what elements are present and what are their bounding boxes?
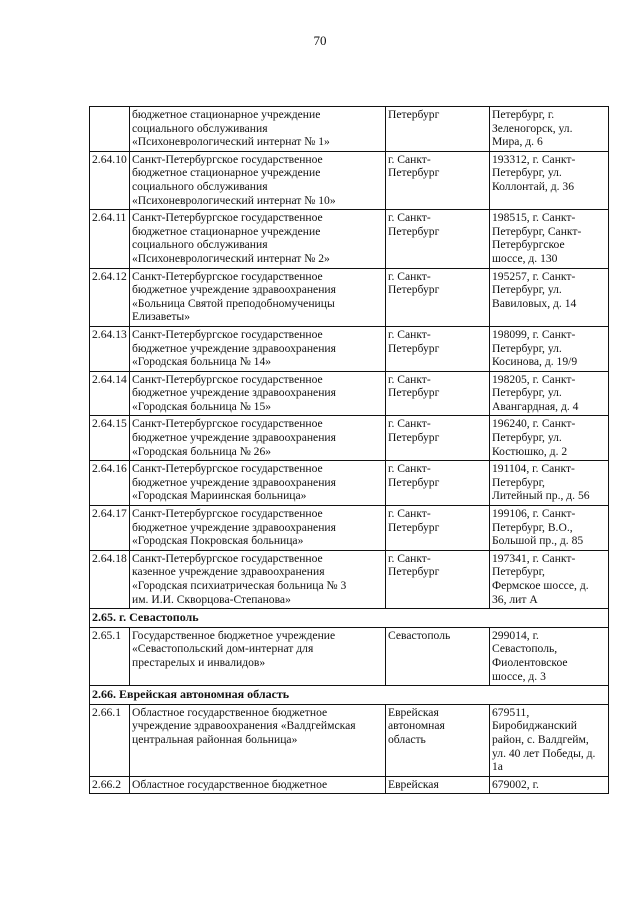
address-line: Коллонтай, д. 36: [492, 179, 575, 193]
address-line: 36, лит А: [492, 592, 538, 606]
address-line: Авангардная, д. 4: [492, 399, 579, 413]
address-line: 197341, г. Санкт-: [492, 551, 576, 565]
address-line: Литейный пр., д. 56: [492, 489, 590, 503]
address: [490, 461, 609, 506]
institution-name-line: «Городская больница № 26»: [132, 444, 272, 458]
row-number: 2.64.15: [90, 416, 130, 461]
institution-name: [130, 268, 386, 326]
address-line: 199106, г. Санкт-: [492, 507, 576, 521]
address: [490, 107, 609, 152]
location: [386, 776, 490, 794]
address-line: Петербург, г.: [492, 108, 555, 121]
address-line: шоссе, д. 130: [492, 251, 558, 265]
table-row: [90, 371, 609, 416]
institution-name-line: бюджетное учреждение здравоохранения: [132, 341, 336, 355]
address-line: Петербург,: [492, 565, 545, 579]
institution-name-line: «Психоневрологический интернат № 2»: [132, 251, 330, 265]
address-line: Вавиловых, д. 14: [492, 296, 577, 310]
location-line: г. Санкт-: [388, 152, 431, 166]
address-line: Фермское шоссе, д.: [492, 579, 589, 592]
location: [386, 627, 490, 685]
table-row: [90, 416, 609, 461]
address-line: Петербург, Санкт-: [492, 224, 582, 238]
institution-name-line: бюджетное учреждение здравоохранения: [132, 431, 336, 445]
institution-name: [130, 776, 386, 794]
institution-name-line: Санкт-Петербургское государственное: [132, 152, 323, 166]
location-line: автономная: [388, 719, 445, 733]
table-row: [90, 627, 609, 685]
row-number: 2.65.1: [90, 627, 130, 685]
location-line: Петербург: [388, 386, 440, 400]
location-line: г. Санкт-: [388, 211, 431, 225]
institution-name-line: Санкт-Петербургское государственное: [132, 327, 323, 341]
institution-name-line: Санкт-Петербургское государственное: [132, 551, 323, 565]
table-row: [90, 151, 609, 209]
location: [386, 506, 490, 551]
address-line: ул. 40 лет Победы, д.: [492, 746, 596, 760]
institution-name-line: Санкт-Петербургское государственное: [132, 372, 323, 386]
row-number: 2.64.12: [90, 268, 130, 326]
address: [490, 371, 609, 416]
table-row: [90, 268, 609, 326]
location: [386, 151, 490, 209]
institution-name-line: социального обслуживания: [132, 179, 268, 193]
section-heading: 2.66. Еврейская автономная область: [90, 686, 609, 705]
location-line: Еврейская: [388, 777, 439, 791]
table-row: [90, 776, 609, 794]
institution-name-line: бюджетное стационарное учреждение: [132, 166, 321, 180]
section-heading-row: [90, 609, 609, 628]
address-line: 679002, г.: [492, 777, 539, 791]
institution-name-line: казенное учреждение здравоохранения: [132, 565, 325, 579]
row-number: 2.64.10: [90, 151, 130, 209]
institution-name-line: престарелых и инвалидов»: [132, 655, 266, 669]
row-number: [90, 107, 130, 152]
location: [386, 326, 490, 371]
institution-name: [130, 550, 386, 608]
institution-name-line: Областное государственное бюджетное: [132, 705, 328, 719]
institution-name-line: «Городская Покровская больница»: [132, 534, 304, 548]
table-row: [90, 210, 609, 268]
location-line: г. Санкт-: [388, 417, 431, 431]
address-line: Большой пр., д. 85: [492, 534, 584, 548]
institution-name: [130, 107, 386, 152]
institution-name-line: бюджетное стационарное учреждение: [132, 224, 321, 238]
institution-name-line: Санкт-Петербургское государственное: [132, 507, 323, 521]
location: [386, 704, 490, 776]
address: [490, 506, 609, 551]
institution-name-line: «Городская больница № 14»: [132, 355, 272, 369]
row-number: 2.66.1: [90, 704, 130, 776]
institution-name-line: бюджетное учреждение здравоохранения: [132, 283, 336, 297]
table-row: [90, 107, 609, 152]
section-heading-row: [90, 686, 609, 705]
institution-name-line: социального обслуживания: [132, 238, 268, 252]
address-line: шоссе, д. 3: [492, 669, 546, 683]
institution-name: [130, 151, 386, 209]
institution-name-line: бюджетное учреждение здравоохранения: [132, 475, 336, 489]
institution-name-line: учреждение здравоохранения «Валдгеймская: [132, 719, 356, 733]
table-row: [90, 704, 609, 776]
location-line: Петербург: [388, 108, 440, 121]
institution-name: [130, 416, 386, 461]
address: [490, 268, 609, 326]
address-line: 198515, г. Санкт-: [492, 211, 576, 225]
institution-name-line: «Городская психиатрическая больница № 3: [132, 579, 347, 592]
location-line: Петербург: [388, 475, 440, 489]
institution-name-line: социального обслуживания: [132, 121, 268, 135]
location-line: Еврейская: [388, 705, 439, 719]
address-line: 198205, г. Санкт-: [492, 372, 576, 386]
address-line: 195257, г. Санкт-: [492, 269, 576, 283]
location-line: Петербург: [388, 166, 440, 180]
institution-name-line: «Больница Святой преподобномученицы: [132, 296, 335, 310]
address-line: Петербургское: [492, 238, 565, 252]
address-line: 191104, г. Санкт-: [492, 462, 575, 476]
institutions-table: [89, 106, 609, 794]
location-line: г. Санкт-: [388, 462, 431, 476]
institution-name-line: Елизаветы»: [132, 310, 191, 324]
address-line: 198099, г. Санкт-: [492, 327, 576, 341]
institution-name-line: «Городская Мариинская больница»: [132, 489, 307, 503]
address-line: Косинова, д. 19/9: [492, 355, 578, 369]
location-line: Севастополь: [388, 628, 451, 642]
institution-name-line: Санкт-Петербургское государственное: [132, 211, 323, 225]
location-line: Петербург: [388, 224, 440, 238]
address-line: Фиолентовское: [492, 655, 568, 669]
address: [490, 326, 609, 371]
address-line: 196240, г. Санкт-: [492, 417, 576, 431]
location: [386, 461, 490, 506]
location-line: г. Санкт-: [388, 327, 431, 341]
section-heading: 2.65. г. Севастополь: [90, 609, 609, 628]
location: [386, 210, 490, 268]
institution-name: [130, 704, 386, 776]
address: [490, 210, 609, 268]
address-line: 1а: [492, 760, 503, 774]
table-row: [90, 326, 609, 371]
address-line: Петербург, ул.: [492, 431, 562, 445]
address: [490, 416, 609, 461]
institution-name-line: Санкт-Петербургское государственное: [132, 417, 323, 431]
institution-name-line: бюджетное стационарное учреждение: [132, 108, 321, 121]
page-number: 70: [313, 33, 327, 48]
address-line: Биробиджанский: [492, 719, 578, 733]
location-line: область: [388, 732, 426, 746]
address-line: Севастополь,: [492, 642, 558, 656]
address-line: Зеленогорск, ул.: [492, 121, 573, 135]
address-line: Петербург, ул.: [492, 386, 562, 400]
institution-name: [130, 506, 386, 551]
row-number: 2.64.17: [90, 506, 130, 551]
address-line: Мира, д. 6: [492, 135, 543, 149]
address: [490, 151, 609, 209]
institution-name: [130, 371, 386, 416]
location: [386, 371, 490, 416]
institution-name: [130, 210, 386, 268]
row-number: 2.64.18: [90, 550, 130, 608]
institution-name-line: Государственное бюджетное учреждение: [132, 628, 336, 642]
institution-name: [130, 326, 386, 371]
institution-name-line: «Психоневрологический интернат № 1»: [132, 135, 330, 149]
address: [490, 704, 609, 776]
institution-name-line: им. И.И. Скворцова-Степанова»: [132, 592, 291, 606]
institution-name-line: бюджетное учреждение здравоохранения: [132, 520, 336, 534]
institution-name-line: бюджетное учреждение здравоохранения: [132, 386, 336, 400]
institution-name: [130, 461, 386, 506]
address-line: Петербург, ул.: [492, 341, 562, 355]
address-line: Петербург,: [492, 475, 545, 489]
location-line: Петербург: [388, 283, 440, 297]
location: [386, 268, 490, 326]
address-line: 679511,: [492, 705, 530, 719]
institution-name-line: Областное государственное бюджетное: [132, 777, 328, 791]
location-line: Петербург: [388, 520, 440, 534]
institution-name-line: центральная районная больница»: [132, 732, 298, 746]
address: [490, 776, 609, 794]
institution-name-line: «Севастопольский дом-интернат для: [132, 642, 314, 656]
address: [490, 627, 609, 685]
institution-name: [130, 627, 386, 685]
row-number: 2.64.14: [90, 371, 130, 416]
address-line: Петербург, В.О.,: [492, 520, 573, 534]
address-line: Петербург, ул.: [492, 283, 562, 297]
institution-name-line: «Психоневрологический интернат № 10»: [132, 193, 336, 207]
address-line: район, с. Валдгейм,: [492, 732, 589, 746]
address: [490, 550, 609, 608]
row-number: 2.66.2: [90, 776, 130, 794]
row-number: 2.64.16: [90, 461, 130, 506]
table-row: [90, 461, 609, 506]
location-line: Петербург: [388, 341, 440, 355]
institution-name-line: «Городская больница № 15»: [132, 399, 272, 413]
row-number: 2.64.11: [90, 210, 130, 268]
address-line: 193312, г. Санкт-: [492, 152, 576, 166]
location: [386, 416, 490, 461]
location-line: г. Санкт-: [388, 551, 431, 565]
location-line: г. Санкт-: [388, 372, 431, 386]
institution-name-line: Санкт-Петербургское государственное: [132, 269, 323, 283]
location: [386, 107, 490, 152]
location-line: г. Санкт-: [388, 507, 431, 521]
address-line: Петербург, ул.: [492, 166, 562, 180]
table-row: [90, 506, 609, 551]
location-line: г. Санкт-: [388, 269, 431, 283]
location-line: Петербург: [388, 565, 440, 579]
row-number: 2.64.13: [90, 326, 130, 371]
table-row: [90, 550, 609, 608]
institution-name-line: Санкт-Петербургское государственное: [132, 462, 323, 476]
location-line: Петербург: [388, 431, 440, 445]
address-line: Костюшко, д. 2: [492, 444, 568, 458]
location: [386, 550, 490, 608]
address-line: 299014, г.: [492, 628, 539, 642]
